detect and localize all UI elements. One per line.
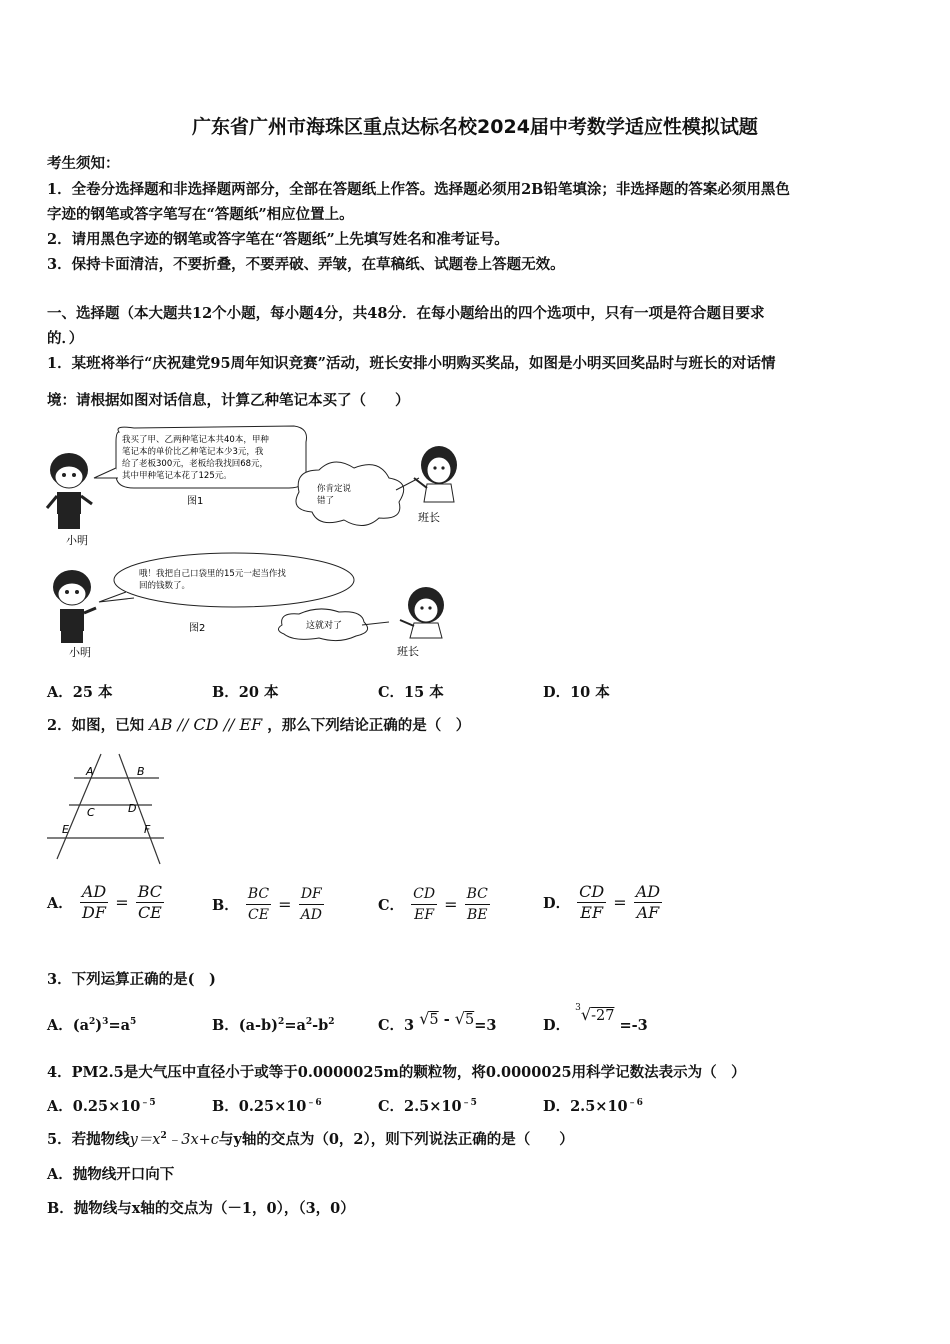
xiaoming-figure-1	[47, 453, 92, 529]
q2-option-d[interactable]: D． $\frac{CD}{EF}$ = $\frac{AD}{AF}$	[543, 882, 661, 922]
section-heading: 一、选择题（本大题共12个小题，每小题4分，共48分．在每小题给出的四个选项中，只有一项是符合题目要求	[47, 305, 765, 322]
xiaoming-figure-2	[53, 570, 96, 643]
q1-option-b[interactable]: B．20 本	[212, 684, 279, 701]
point-label-b: B	[137, 765, 145, 778]
q2-option-b[interactable]: B． $\frac{BC}{CE}$ = $\frac{DF}{AD}$	[212, 886, 322, 923]
bubble-4-text: 这就对了	[306, 621, 343, 631]
page-title: 广东省广州市海珠区重点达标名校2024届中考数学适应性模拟试题	[192, 116, 758, 138]
bubble-3-line: 哦！我把自己口袋里的15元一起当作找	[139, 569, 286, 579]
q3-option-d[interactable]: D． $^3$√-27 =-3	[543, 1003, 648, 1034]
point-label-e: E	[62, 823, 69, 836]
speech-bubble-2	[296, 462, 419, 526]
notice-item: 字迹的钢笔或答字笔写在“答题纸”相应位置上。	[47, 206, 354, 223]
bubble-1-line: 给了老板300元，老板给我找回68元，	[122, 459, 269, 469]
question-3-stem: 3．下列运算正确的是( )	[47, 971, 216, 988]
dialogue-figure	[44, 420, 464, 665]
figure-2-label: 图2	[189, 623, 206, 634]
q1-option-d[interactable]: D．10 本	[543, 684, 610, 701]
section-heading-cont: 的．）	[47, 330, 84, 347]
parallel-lines-figure	[44, 752, 169, 867]
bubble-3-line: 回的钱数了。	[139, 581, 191, 591]
notice-item: 2．请用黑色字迹的钢笔或答字笔在“答题纸”上先填写姓名和准考证号。	[47, 231, 509, 248]
q5-option-a[interactable]: A．抛物线开口向下	[47, 1166, 175, 1183]
figure-1-label: 图1	[187, 496, 204, 507]
question-2-stem	[47, 714, 470, 735]
notice-item: 1．全卷分选择题和非选择题两部分，全部在答题纸上作答。选择题必须用2B铅笔填涂；非选择题的答案必须用黑色	[47, 181, 790, 198]
bubble-1-line: 我买了甲、乙两种笔记本共40本，甲种	[122, 435, 269, 445]
point-label-c: C	[87, 806, 95, 819]
q3-option-a[interactable]: A．$(a^2)^3=a^5$	[47, 1017, 137, 1034]
q5-option-b[interactable]: B．抛物线与x轴的交点为（－1，0），（3，0）	[47, 1200, 355, 1217]
bubble-1-line: 其中甲种笔记本花了125元。	[122, 471, 232, 481]
q3-option-c[interactable]: C．3 √5 - √5=3	[378, 1009, 497, 1034]
question-1-stem: 1．某班将举行“庆祝建党95周年知识竞赛”活动，班长安排小明购买奖品，如图是小明买回奖品时与班长的对话情	[47, 355, 776, 372]
point-label-a: A	[86, 765, 94, 778]
q4-option-d[interactable]: D．$2.5\times 10^{﹣6}$	[543, 1098, 643, 1115]
point-label-f: F	[144, 823, 151, 836]
bubble-1-line: 笔记本的单价比乙种笔记本少3元，我	[122, 447, 264, 457]
q2-option-c[interactable]: C． $\frac{CD}{EF}$ = $\frac{BC}{BE}$	[378, 886, 488, 923]
banzhang-label: 班长	[397, 645, 419, 658]
xiaoming-label: 小明	[69, 646, 91, 659]
question-4-stem: 4．PM2.5是大气压中直径小于或等于0.0000025m的颗粒物，将0.0000025用科学记数法表示为（ ）	[47, 1064, 746, 1081]
q2-prefix: 2．如图，已知	[47, 717, 145, 734]
notice-item: 3．保持卡面清洁，不要折叠，不要弄破、弄皱，在草稿纸、试题卷上答题无效。	[47, 256, 565, 273]
banzhang-label: 班长	[418, 511, 440, 524]
banzhang-figure-1	[414, 446, 457, 502]
q2-option-a[interactable]: A． $\frac{AD}{DF}$ = $\frac{BC}{CE}$	[47, 882, 163, 922]
notice-heading: 考生须知：	[47, 155, 120, 172]
q3-option-b[interactable]: B．$(a-b)^2=a^2-b^2$	[212, 1017, 335, 1034]
xiaoming-label: 小明	[66, 534, 88, 547]
point-label-d: D	[128, 802, 137, 815]
q2-suffix: ，那么下列结论正确的是（ ）	[267, 717, 471, 734]
question-1-stem-cont: 境：请根据如图对话信息，计算乙种笔记本买了（ ）	[47, 392, 410, 409]
q4-option-b[interactable]: B．$0.25\times 10^{﹣6}$	[212, 1098, 322, 1115]
banzhang-figure-2	[400, 587, 444, 638]
q4-option-a[interactable]: A．$0.25\times 10^{﹣5}$	[47, 1098, 156, 1115]
q1-option-a[interactable]: A．25 本	[47, 684, 113, 701]
speech-bubble-3	[99, 553, 354, 607]
question-5-stem: 5．若抛物线$y=x^2﹣3x+c$与y轴的交点为（0，2），则下列说法正确的是（ ）	[47, 1131, 574, 1148]
q4-option-c[interactable]: C．$2.5\times 10^{﹣5}$	[378, 1098, 477, 1115]
bubble-2-line: 你肯定说	[317, 484, 352, 494]
q1-option-c[interactable]: C．15 本	[378, 684, 444, 701]
bubble-2-line: 错了	[317, 496, 335, 506]
q2-math: AB // CD // EF	[149, 715, 263, 734]
